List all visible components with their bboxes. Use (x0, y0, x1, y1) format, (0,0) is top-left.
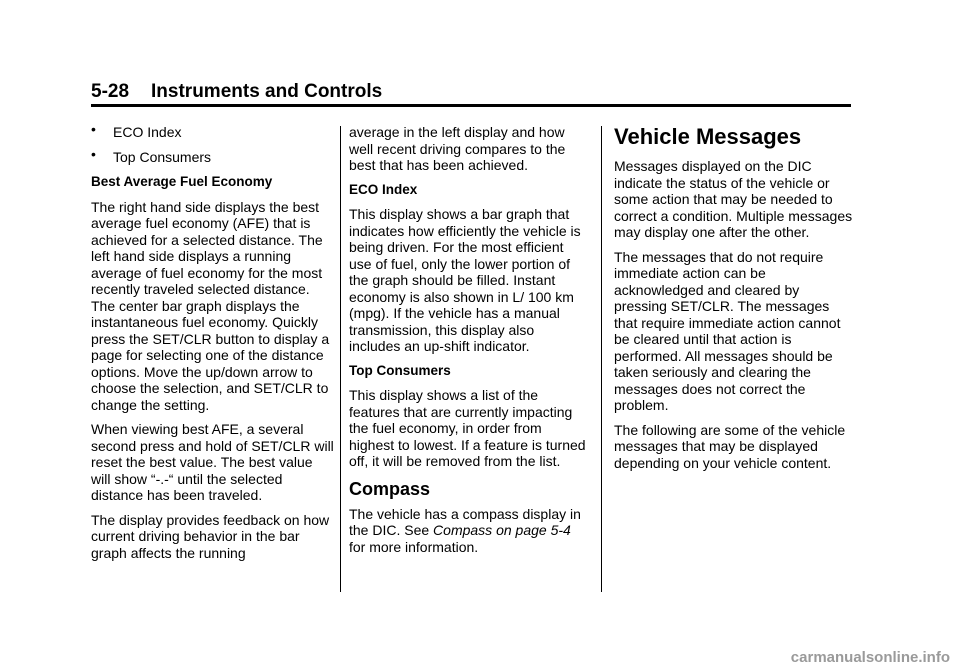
paragraph: This display shows a bar graph that indicates how efficiently the vehicle is being driven. For the most efficient use of fuel, only the lower portion of the graph should be filled. Instant economy is also shown in L/ 100 km (mpg). If the vehicle has a manual transmission, this display also includes an up-shift indicator. (349, 206, 581, 354)
column-divider-1 (340, 126, 341, 592)
column-divider-2 (601, 126, 602, 592)
heading-best-afe: Best Average Fuel Economy (91, 174, 273, 189)
column-3 (614, 124, 856, 479)
watermark: carmanualsonline.info (790, 649, 950, 666)
paragraph: The following are some of the vehicle messages that may be displayed depending on your vehicle content. (614, 421, 846, 471)
paragraph: The display provides feedback on how current driving behavior in the bar graph affects the running (91, 511, 330, 561)
bullet-icon: • (91, 146, 96, 162)
section-title: Instruments and Controls (151, 81, 383, 102)
column-1 (91, 121, 335, 569)
page-number: 5-28 (91, 81, 130, 102)
heading-vehicle-messages: Vehicle Messages (614, 124, 802, 149)
paragraph: When viewing best AFE, a several second press and hold of SET/CLR will reset the best value. The best value will show “-.-“ until the selected distance has been traveled. (91, 421, 334, 503)
paragraph: The vehicle has a compass display in the DIC. See Compass on page 5-4 for more information. (349, 505, 581, 555)
bullet-icon: • (91, 121, 96, 137)
paragraph: The right hand side displays the best average fuel economy (AFE) that is achieved for a selected distance. The left hand side displays a running average of fuel economy for the most recently traveled selected distance. The center bar graph displays the instantaneous fuel economy. Quickly press the SET/CLR button to display a page for selecting one of the distance options. Move the up/down arrow to choose the selection, and SET/CLR to change the setting. (91, 198, 330, 413)
paragraph: The messages that do not require immediate action can be acknowledged and cleared by pressing SET/CLR. The messages that require immediate action cannot be cleared until that action is performed. All messages should be taken seriously and clearing the messages does not correct the problem. (614, 248, 841, 413)
compass-page-link[interactable]: Compass on page 5-4 (433, 522, 571, 538)
heading-eco-index: ECO Index (349, 181, 418, 197)
column-2 (349, 124, 589, 563)
page-header (91, 80, 851, 107)
paragraph: This display shows a list of the features that are currently impacting the fuel economy, in order from highest to lowest. If a feature is turned off, it will be removed from the list. (349, 387, 586, 469)
header-text (91, 80, 382, 104)
heading-top-consumers: Top Consumers (349, 362, 451, 378)
heading-compass: Compass (349, 478, 431, 499)
paragraph: average in the left display and how well recent driving compares to the best that has been achieved. (349, 124, 566, 173)
paragraph: Messages displayed on the DIC indicate the status of the vehicle or some action that may be needed to correct a condition. Multiple messages may display one after the other. (614, 158, 853, 240)
bullet-item: • Top Consumers (91, 146, 212, 165)
bullet-item: • ECO Index (91, 121, 182, 140)
